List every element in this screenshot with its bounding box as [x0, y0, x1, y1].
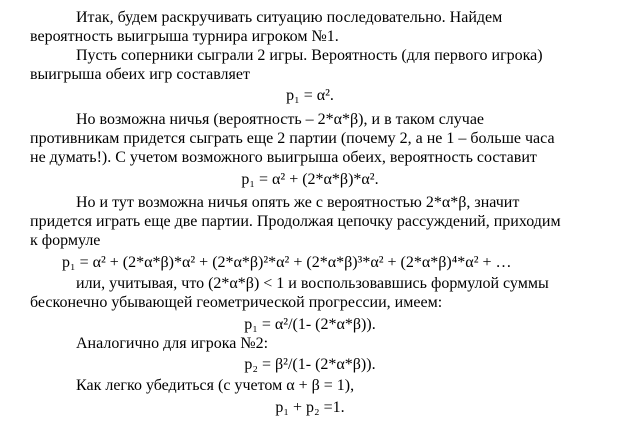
paragraph-line: Итак, будем раскручивать ситуацию последовательно. Найдем	[76, 9, 503, 26]
paragraph-line: противникам придется сыграть еще 2 партии (почему 2, а не 1 – больше часа	[30, 130, 555, 147]
formula-line: p₁ = α² + (2*α*β)*α² + (2*α*β)²*α² + (2*α*β)³*α² + (2*α*β)⁴*α² + …	[62, 254, 512, 271]
paragraph-line: Как легко убедиться (с учетом α + β = 1),	[76, 377, 355, 394]
paragraph-line: или, учитывая, что (2*α*β) < 1 и воспользовавшись формулой суммы	[76, 275, 549, 292]
formula-line: p₁ = α²/(1- (2*α*β)).	[244, 316, 376, 333]
formula-line: p₁ = α².	[286, 87, 334, 104]
paragraph-line: вероятность выигрыша турнира игроком №1.	[30, 28, 339, 45]
paragraph-line: выигрыша обеих игр составляет	[30, 66, 250, 83]
paragraph-line: придется играть еще две партии. Продолжая цепочку рассуждений, приходим	[30, 213, 561, 230]
formula-line: p₁ + p₂ =1.	[275, 399, 345, 416]
paragraph-line: Но возможна ничья (вероятность – 2*α*β), и в таком случае	[76, 111, 485, 128]
paragraph-line: Аналогично для игрока №2:	[76, 335, 269, 352]
paragraph-line: не думать!). С учетом возможного выигрыша обеих, вероятность составит	[30, 149, 537, 166]
formula-line: p₁ = α² + (2*α*β)*α².	[241, 171, 379, 188]
formula-line: p₂ = β²/(1- (2*α*β)).	[244, 356, 376, 373]
paragraph-line: Но и тут возможна ничья опять же с вероятностью 2*α*β, значит	[76, 194, 520, 211]
paragraph-line: бесконечно убывающей геометрической прогрессии, имеем:	[30, 294, 443, 311]
paragraph-line: к формуле	[30, 232, 101, 249]
paragraph-line: Пусть соперники сыграли 2 игры. Вероятность (для первого игрока)	[76, 47, 543, 64]
